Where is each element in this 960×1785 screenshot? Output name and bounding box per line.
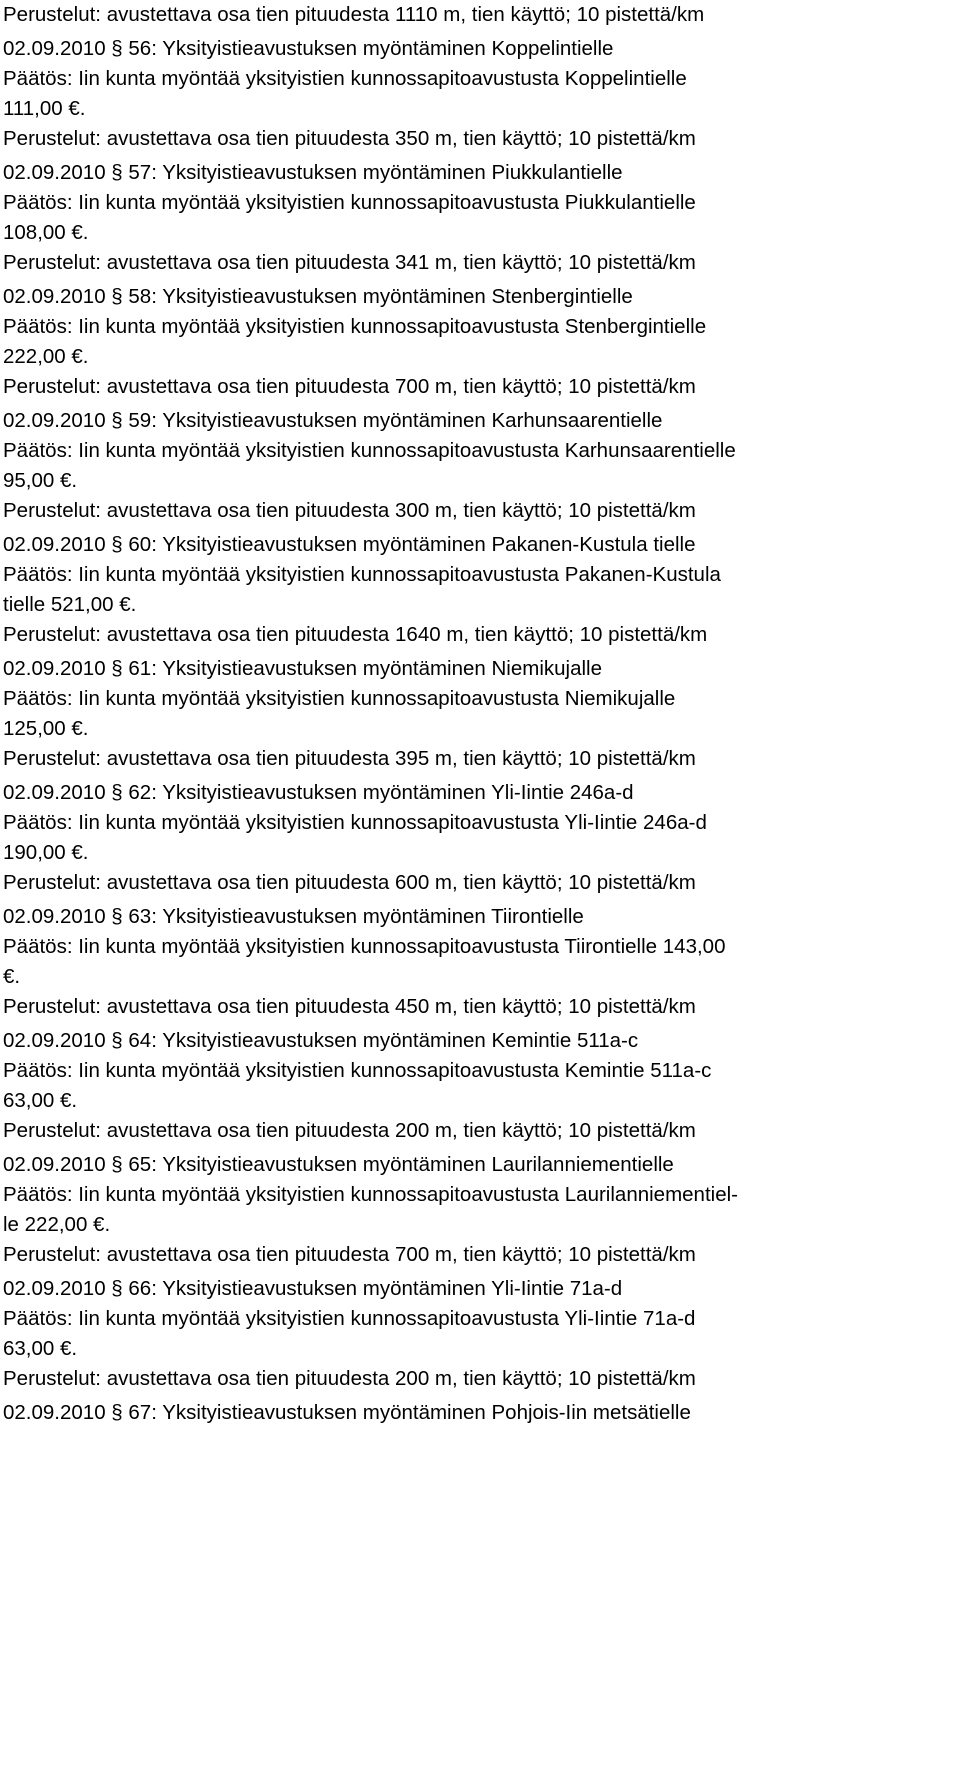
entry-59 bbox=[3, 406, 953, 526]
entry-decision-line: Päätös: Iin kunta myöntää yksityistien kunnossapitoavustusta Pakanen-Kustula bbox=[3, 563, 721, 586]
entry-decision-line: Päätös: Iin kunta myöntää yksityistien kunnossapitoavustusta Piukkulantielle bbox=[3, 191, 696, 214]
entry-67 bbox=[3, 1398, 953, 1428]
entry-rationale: Perustelut: avustettava osa tien pituudesta 395 m, tien käyttö; 10 pistettä/km bbox=[3, 747, 696, 770]
entry-decision-line: Päätös: Iin kunta myöntää yksityistien kunnossapitoavustusta Koppelintielle bbox=[3, 67, 687, 90]
entry-decision-line: Päätös: Iin kunta myöntää yksityistien kunnossapitoavustusta Kemintie 511a-c bbox=[3, 1059, 712, 1082]
entry-rationale: Perustelut: avustettava osa tien pituudesta 200 m, tien käyttö; 10 pistettä/km bbox=[3, 1367, 696, 1390]
entry-rationale: Perustelut: avustettava osa tien pituudesta 450 m, tien käyttö; 10 pistettä/km bbox=[3, 995, 696, 1018]
entry-heading: 02.09.2010 § 67: Yksityistieavustuksen myöntäminen Pohjois-Iin metsätielle bbox=[3, 1401, 691, 1424]
entry-decision-amount: 108,00 €. bbox=[3, 221, 89, 244]
entry-decision-line: Päätös: Iin kunta myöntää yksityistien kunnossapitoavustusta Laurilanniementiel- bbox=[3, 1183, 738, 1206]
entry-rationale: Perustelut: avustettava osa tien pituudesta 341 m, tien käyttö; 10 pistettä/km bbox=[3, 251, 696, 274]
entry-heading: 02.09.2010 § 58: Yksityistieavustuksen myöntäminen Stenbergintielle bbox=[3, 285, 633, 308]
entry-heading: 02.09.2010 § 66: Yksityistieavustuksen myöntäminen Yli-Iintie 71a-d bbox=[3, 1277, 623, 1300]
entry-rationale: Perustelut: avustettava osa tien pituudesta 300 m, tien käyttö; 10 pistettä/km bbox=[3, 499, 696, 522]
entry-heading: 02.09.2010 § 65: Yksityistieavustuksen myöntäminen Laurilanniementielle bbox=[3, 1153, 674, 1176]
entry-decision-line: Päätös: Iin kunta myöntää yksityistien kunnossapitoavustusta Yli-Iintie 246a-d bbox=[3, 811, 707, 834]
entry-decision-line: Päätös: Iin kunta myöntää yksityistien kunnossapitoavustusta Yli-Iintie 71a-d bbox=[3, 1307, 696, 1330]
entry-63 bbox=[3, 902, 953, 1022]
entry-rationale: Perustelut: avustettava osa tien pituudesta 700 m, tien käyttö; 10 pistettä/km bbox=[3, 375, 696, 398]
entry-56 bbox=[3, 34, 953, 154]
entry-decision-line: Päätös: Iin kunta myöntää yksityistien kunnossapitoavustusta Niemikujalle bbox=[3, 687, 676, 710]
entry-decision-line: Päätös: Iin kunta myöntää yksityistien kunnossapitoavustusta Karhunsaarentielle bbox=[3, 439, 736, 462]
entry-heading: 02.09.2010 § 59: Yksityistieavustuksen myöntäminen Karhunsaarentielle bbox=[3, 409, 663, 432]
entry-decision-amount: €. bbox=[3, 965, 21, 988]
entry-decision-amount: tielle 521,00 €. bbox=[3, 593, 137, 616]
entry-rationale: Perustelut: avustettava osa tien pituudesta 1640 m, tien käyttö; 10 pistettä/km bbox=[3, 623, 708, 646]
entry-rationale: Perustelut: avustettava osa tien pituudesta 700 m, tien käyttö; 10 pistettä/km bbox=[3, 1243, 696, 1266]
entry-61 bbox=[3, 654, 953, 774]
entry-57 bbox=[3, 158, 953, 278]
entry-decision-amount: 222,00 €. bbox=[3, 345, 89, 368]
entry-rationale: Perustelut: avustettava osa tien pituudesta 600 m, tien käyttö; 10 pistettä/km bbox=[3, 871, 696, 894]
entry-decision-amount: 95,00 €. bbox=[3, 469, 78, 492]
entry-decision-amount: 125,00 €. bbox=[3, 717, 89, 740]
entry-heading: 02.09.2010 § 60: Yksityistieavustuksen myöntäminen Pakanen-Kustula tielle bbox=[3, 533, 696, 556]
document-page bbox=[3, 0, 953, 1428]
entry-64 bbox=[3, 1026, 953, 1146]
entry-decision-amount: 63,00 €. bbox=[3, 1089, 78, 1112]
entry-60 bbox=[3, 530, 953, 650]
entry-rationale: Perustelut: avustettava osa tien pituudesta 350 m, tien käyttö; 10 pistettä/km bbox=[3, 127, 696, 150]
entry-decision-amount: 63,00 €. bbox=[3, 1337, 78, 1360]
entry-heading: 02.09.2010 § 64: Yksityistieavustuksen myöntäminen Kemintie 511a-c bbox=[3, 1029, 639, 1052]
entry-65 bbox=[3, 1150, 953, 1270]
entry-decision-line: Päätös: Iin kunta myöntää yksityistien kunnossapitoavustusta Tiirontielle 143,00 bbox=[3, 935, 726, 958]
entry-decision-amount: le 222,00 €. bbox=[3, 1213, 111, 1236]
entry-heading: 02.09.2010 § 62: Yksityistieavustuksen myöntäminen Yli-Iintie 246a-d bbox=[3, 781, 634, 804]
entry-decision-amount: 190,00 €. bbox=[3, 841, 89, 864]
entry-58 bbox=[3, 282, 953, 402]
entry-66 bbox=[3, 1274, 953, 1394]
entry-rationale: Perustelut: avustettava osa tien pituudesta 200 m, tien käyttö; 10 pistettä/km bbox=[3, 1119, 696, 1142]
entry-heading: 02.09.2010 § 63: Yksityistieavustuksen myöntäminen Tiirontielle bbox=[3, 905, 584, 928]
continued-rationale-line: Perustelut: avustettava osa tien pituudesta 1110 m, tien käyttö; 10 pistettä/km bbox=[3, 3, 705, 26]
entry-decision-line: Päätös: Iin kunta myöntää yksityistien kunnossapitoavustusta Stenbergintielle bbox=[3, 315, 707, 338]
entry-heading: 02.09.2010 § 57: Yksityistieavustuksen myöntäminen Piukkulantielle bbox=[3, 161, 623, 184]
entry-62 bbox=[3, 778, 953, 898]
entry-heading: 02.09.2010 § 61: Yksityistieavustuksen myöntäminen Niemikujalle bbox=[3, 657, 603, 680]
entry-decision-amount: 111,00 €. bbox=[3, 97, 86, 120]
entry-heading: 02.09.2010 § 56: Yksityistieavustuksen myöntäminen Koppelintielle bbox=[3, 37, 614, 60]
